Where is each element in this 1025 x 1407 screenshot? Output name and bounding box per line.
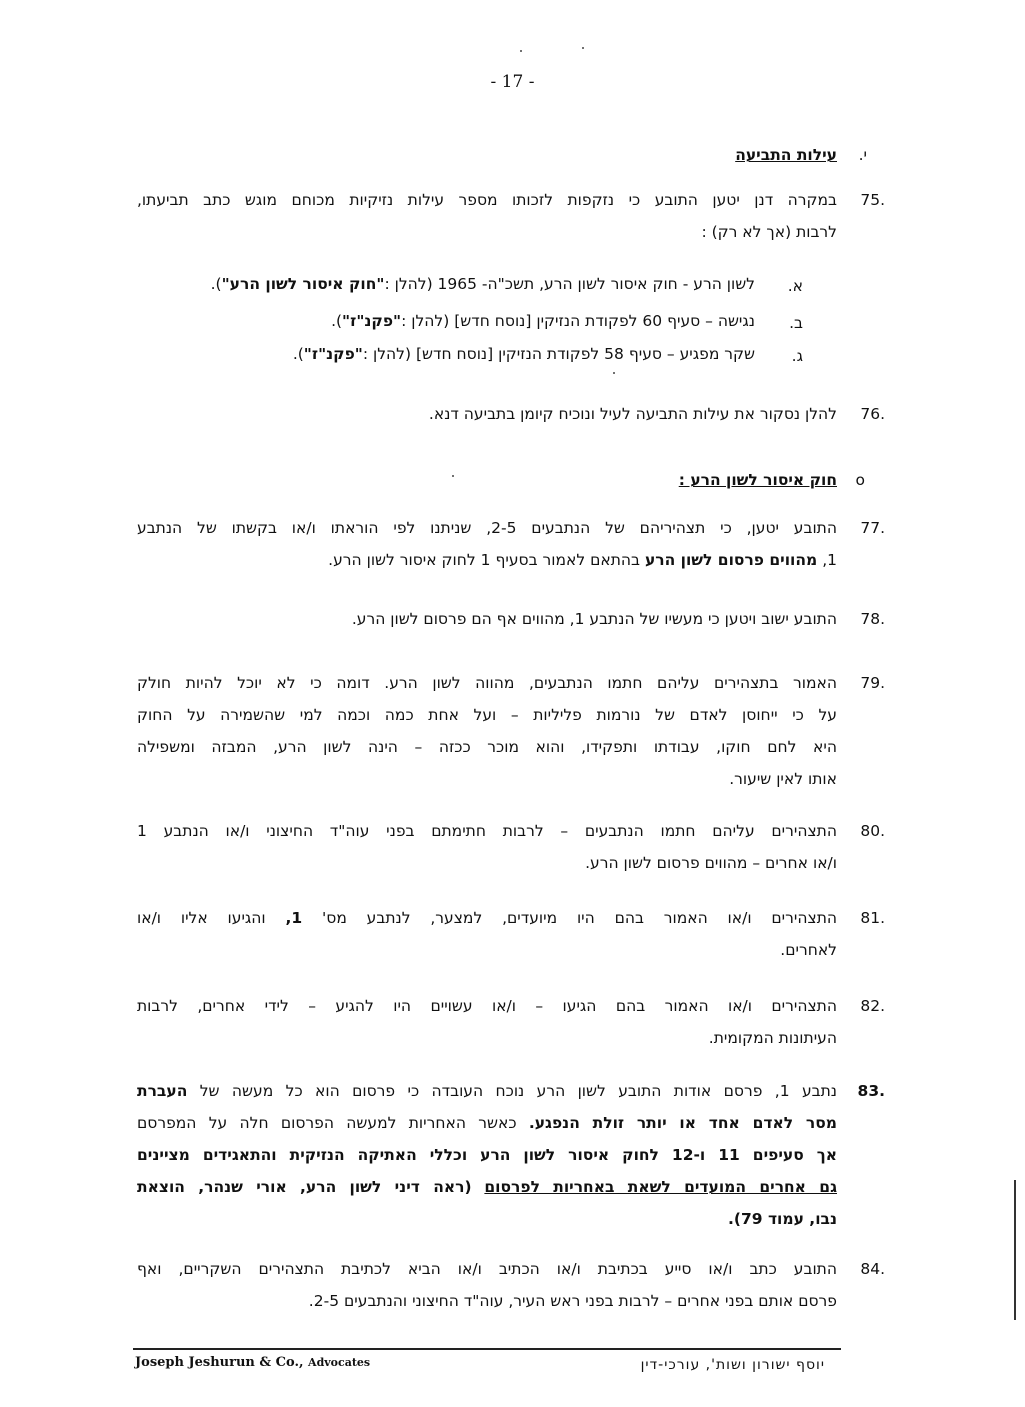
cause-end: ). xyxy=(331,312,343,330)
bold-phrase: מסר לאדם אחד או יותר זולת הנפגע. xyxy=(528,1114,837,1132)
citation: (ראה דיני לשון הרע, אורי שנהר, הוצאת xyxy=(137,1178,472,1196)
paragraph-76 xyxy=(137,398,885,430)
cause-defined-term: "פקנ"ז" xyxy=(303,345,363,363)
paragraph-text: בהתאם לאמור בסעיף 1 לחוק איסור לשון הרע. xyxy=(328,551,640,569)
scan-speck xyxy=(613,372,615,374)
scan-speck xyxy=(452,475,454,477)
paragraph-line: התובע ישוב ויטען כי מעשיו של הנתבע 1, מהווים אף הם פרסום לשון הרע. xyxy=(351,610,837,628)
paragraph-line: לרבות (אך לא רק) : xyxy=(701,223,837,241)
paragraph-line: התובע כתב ו/או סייע בכתיבת ו/או הכתיב ו/או הביא לכתיבת התצהירים השקריים, ואף xyxy=(137,1260,837,1278)
paragraph-line xyxy=(137,1075,837,1107)
firm-suffix-english: Advocates xyxy=(308,1356,371,1369)
paragraph-line: אותו לאין שיעור. xyxy=(729,770,837,788)
cause-text: לשון הרע - חוק איסור לשון הרע, תשכ"ה- 1965 (להלן : xyxy=(384,275,755,293)
paragraph-text: והגיעו אליו ו/או xyxy=(137,909,266,927)
paragraph-83 xyxy=(137,1075,885,1235)
section-marker: י. xyxy=(858,146,867,164)
paragraph-line xyxy=(137,1171,837,1203)
paragraph-line xyxy=(137,1139,837,1171)
cause-text: שקר מפגיע – סעיף 58 לפקודת הנזיקין [נוסח חדש] (להלן : xyxy=(362,345,755,363)
paragraph-text: התצהירים ו/או האמור בהם היו מיועדים, למצער, לנתבע מס' xyxy=(322,909,838,927)
paragraph-78 xyxy=(137,603,885,635)
cause-end: ). xyxy=(292,345,304,363)
cause-text: נגישה – סעיף 60 לפקודת הנזיקין [נוסח חדש] (להלן : xyxy=(401,312,755,330)
paragraph-number: 81. xyxy=(860,909,885,927)
paragraph-line: על כי ייחוסן לאדם של נורמות פליליות – ועל אחת כמה וכמה למי שהשמירה על החוק xyxy=(137,706,837,724)
paragraph-84 xyxy=(137,1253,885,1317)
paragraph-line: התובע יטען, כי תצהיריהם של הנתבעים 2-5, שניתנו לפי הוראתו ו/או בקשתו של הנתבע xyxy=(137,519,837,537)
footer-firm-hebrew: יוסף ישורון ושות', עורכי-דין xyxy=(640,1357,825,1373)
cause-defined-term: "חוק איסור לשון הרע" xyxy=(221,275,385,293)
cause-item xyxy=(331,312,755,330)
paragraph-line: ו/או אחרים – מהווים פרסום לשון הרע. xyxy=(585,854,837,872)
cause-letter: א. xyxy=(787,277,803,295)
paragraph-text: כאשר האחריות למעשה הפרסום חלה על המפרסם xyxy=(137,1114,517,1132)
underlined-phrase: גם אחרים המועדים לשאת באחריות לפרסום xyxy=(484,1178,837,1196)
scan-speck xyxy=(520,50,522,52)
paragraph-80 xyxy=(137,815,885,879)
subsection-heading xyxy=(678,471,865,489)
bold-phrase: מהווים פרסום לשון הרע xyxy=(644,551,818,569)
paragraph-number: 83. xyxy=(857,1082,885,1100)
cause-defined-term: "פקנ"ז" xyxy=(342,312,402,330)
paragraph-line xyxy=(137,1203,837,1235)
paragraph-line: היא לחם חוקו, עבודתו ותפקידו, והוא מוכר ככזה – הינה לשון הרע, המבזה ומשפילה xyxy=(137,738,837,756)
paragraph-line: להלן נסקור את עילות התביעה לעיל ונוכיח קיומן בתביעה דנא. xyxy=(428,405,837,423)
section-heading xyxy=(735,146,867,164)
paragraph-line xyxy=(137,544,837,576)
scan-speck xyxy=(582,47,584,49)
paragraph-number: 79. xyxy=(860,674,885,692)
paragraph-number: 75. xyxy=(860,191,885,209)
cause-letter: ב. xyxy=(789,314,803,332)
scan-margin-mark xyxy=(1014,1180,1016,1320)
footer-firm-english xyxy=(135,1355,370,1370)
paragraph-line: במקרה דנן יטען התובע כי נזקפות לזכותו מספר עילות נזיקיות מכוחם מוגש כתב תביעתו, xyxy=(137,191,837,209)
paragraph-line: האמור בתצהירים עליהם חתמו הנתבעים, מהווה לשון הרע. דומה כי לא יוכל להיות חולק xyxy=(137,674,837,692)
paragraph-line: התצהירים ו/או האמור בהם הגיעו – ו/או עשויים היו להגיע – לידי אחרים, לרבות xyxy=(137,997,837,1015)
cause-end: ). xyxy=(210,275,222,293)
paragraph-number: 78. xyxy=(860,610,885,628)
paragraph-number: 77. xyxy=(860,519,885,537)
paragraph-line xyxy=(137,1107,837,1139)
paragraph-line: לאחרים. xyxy=(780,941,837,959)
cause-item xyxy=(293,345,755,363)
paragraph-number: 76. xyxy=(860,405,885,423)
paragraph-line: התצהירים עליהם חתמו הנתבעים – לרבות חתימתם בפני עוה"ד החיצוני ו/או הנתבע 1 xyxy=(137,822,837,840)
subsection-marker: o xyxy=(855,471,865,489)
paragraph-number: 80. xyxy=(860,822,885,840)
paragraph-number: 82. xyxy=(860,997,885,1015)
paragraph-line: פרסם אותם בפני אחרים – לרבות בפני ראש העיר, עוה"ד החיצוני והנתבעים 2-5. xyxy=(308,1292,837,1310)
footer-divider xyxy=(133,1348,841,1350)
bold-phrase: העברת xyxy=(137,1082,188,1100)
subsection-title: חוק איסור לשון הרע : xyxy=(678,471,837,489)
paragraph-79 xyxy=(137,667,885,795)
paragraph-82 xyxy=(137,990,885,1054)
paragraph-line xyxy=(137,902,837,934)
section-title: עילות התביעה xyxy=(735,146,837,164)
paragraph-number: 84. xyxy=(860,1260,885,1278)
firm-name-english: Joseph Jeshurun & Co., xyxy=(135,1355,304,1370)
cause-letter: ג. xyxy=(791,347,803,365)
page-number: - 17 - xyxy=(490,72,535,92)
bold-phrase: אך סעיפים 11 ו-12 לחוק איסור לשון הרע וכללי האתיקה הנזיקית והתאגידים מציינים xyxy=(137,1146,838,1164)
paragraph-77 xyxy=(137,512,885,576)
citation-end: נבו, עמוד 79). xyxy=(727,1210,837,1228)
paragraph-text: נתבע 1, פרסם אודות התובע לשון הרע נוכח העובדה כי פרסום הוא כל מעשה של xyxy=(199,1082,837,1100)
bold-phrase: 1, xyxy=(285,909,303,927)
paragraph-line: העיתונות המקומית. xyxy=(708,1029,837,1047)
defendant-number: 1, xyxy=(822,551,837,569)
paragraph-75 xyxy=(137,184,885,248)
cause-item xyxy=(211,275,755,293)
paragraph-81 xyxy=(137,902,885,966)
